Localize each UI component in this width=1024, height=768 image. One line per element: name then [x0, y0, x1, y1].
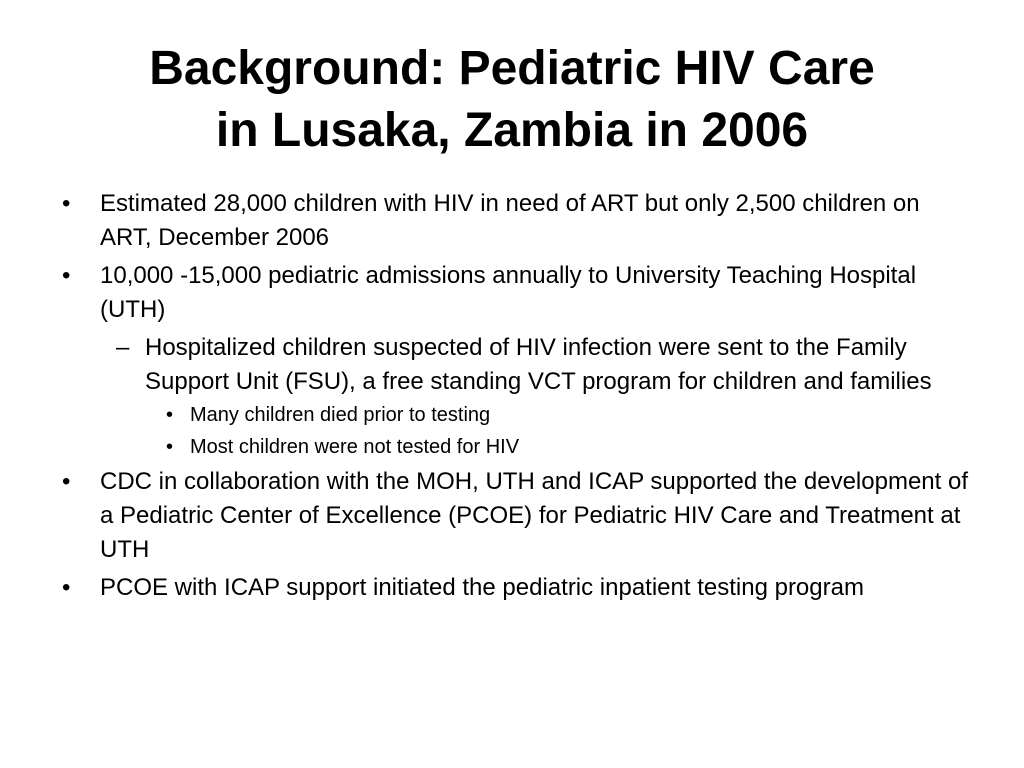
sub-bullet-text: Hospitalized children suspected of HIV infection were sent to the Family Support Unit (FSU), a free standing VCT program for children and families	[145, 334, 932, 395]
bullet-item	[0, 187, 1024, 255]
sub-sub-bullet-text: Many children died prior to testing	[190, 404, 491, 426]
slide-title-line-2: in Lusaka, Zambia in 2006	[215, 104, 809, 157]
slide-title-line-1: Background: Pediatric HIV Care	[149, 42, 875, 95]
bullet-marker: •	[62, 574, 71, 601]
sub-sub-bullet-item	[0, 433, 1024, 461]
bullet-marker: •	[62, 190, 71, 217]
bullet-marker: •	[166, 404, 174, 426]
bullet-marker: •	[62, 468, 71, 495]
bullet-item	[0, 259, 1024, 327]
bullet-marker: •	[62, 262, 71, 289]
bullet-text: 10,000 -15,000 pediatric admissions annually to University Teaching Hospital (UTH)	[100, 262, 917, 323]
sub-sub-bullet-text: Most children were not tested for HIV	[190, 436, 520, 458]
bullet-text: PCOE with ICAP support initiated the pediatric inpatient testing program	[100, 574, 864, 601]
bullet-item	[0, 571, 1024, 605]
dash-marker: –	[116, 334, 130, 361]
bullet-text: CDC in collaboration with the MOH, UTH and ICAP supported the development of a Pediatric Center of Excellence (PCOE) for Pediatric HIV Care and Treatment at UTH	[100, 468, 968, 563]
bullet-text: Estimated 28,000 children with HIV in need of ART but only 2,500 children on ART, December 2006	[100, 190, 920, 251]
bullet-marker: •	[166, 436, 174, 458]
sub-sub-bullet-item	[0, 401, 1024, 429]
bullet-item	[0, 465, 1024, 567]
slide-title	[40, 38, 984, 162]
slide-body	[0, 187, 1024, 609]
sub-bullet-item	[0, 331, 1024, 399]
